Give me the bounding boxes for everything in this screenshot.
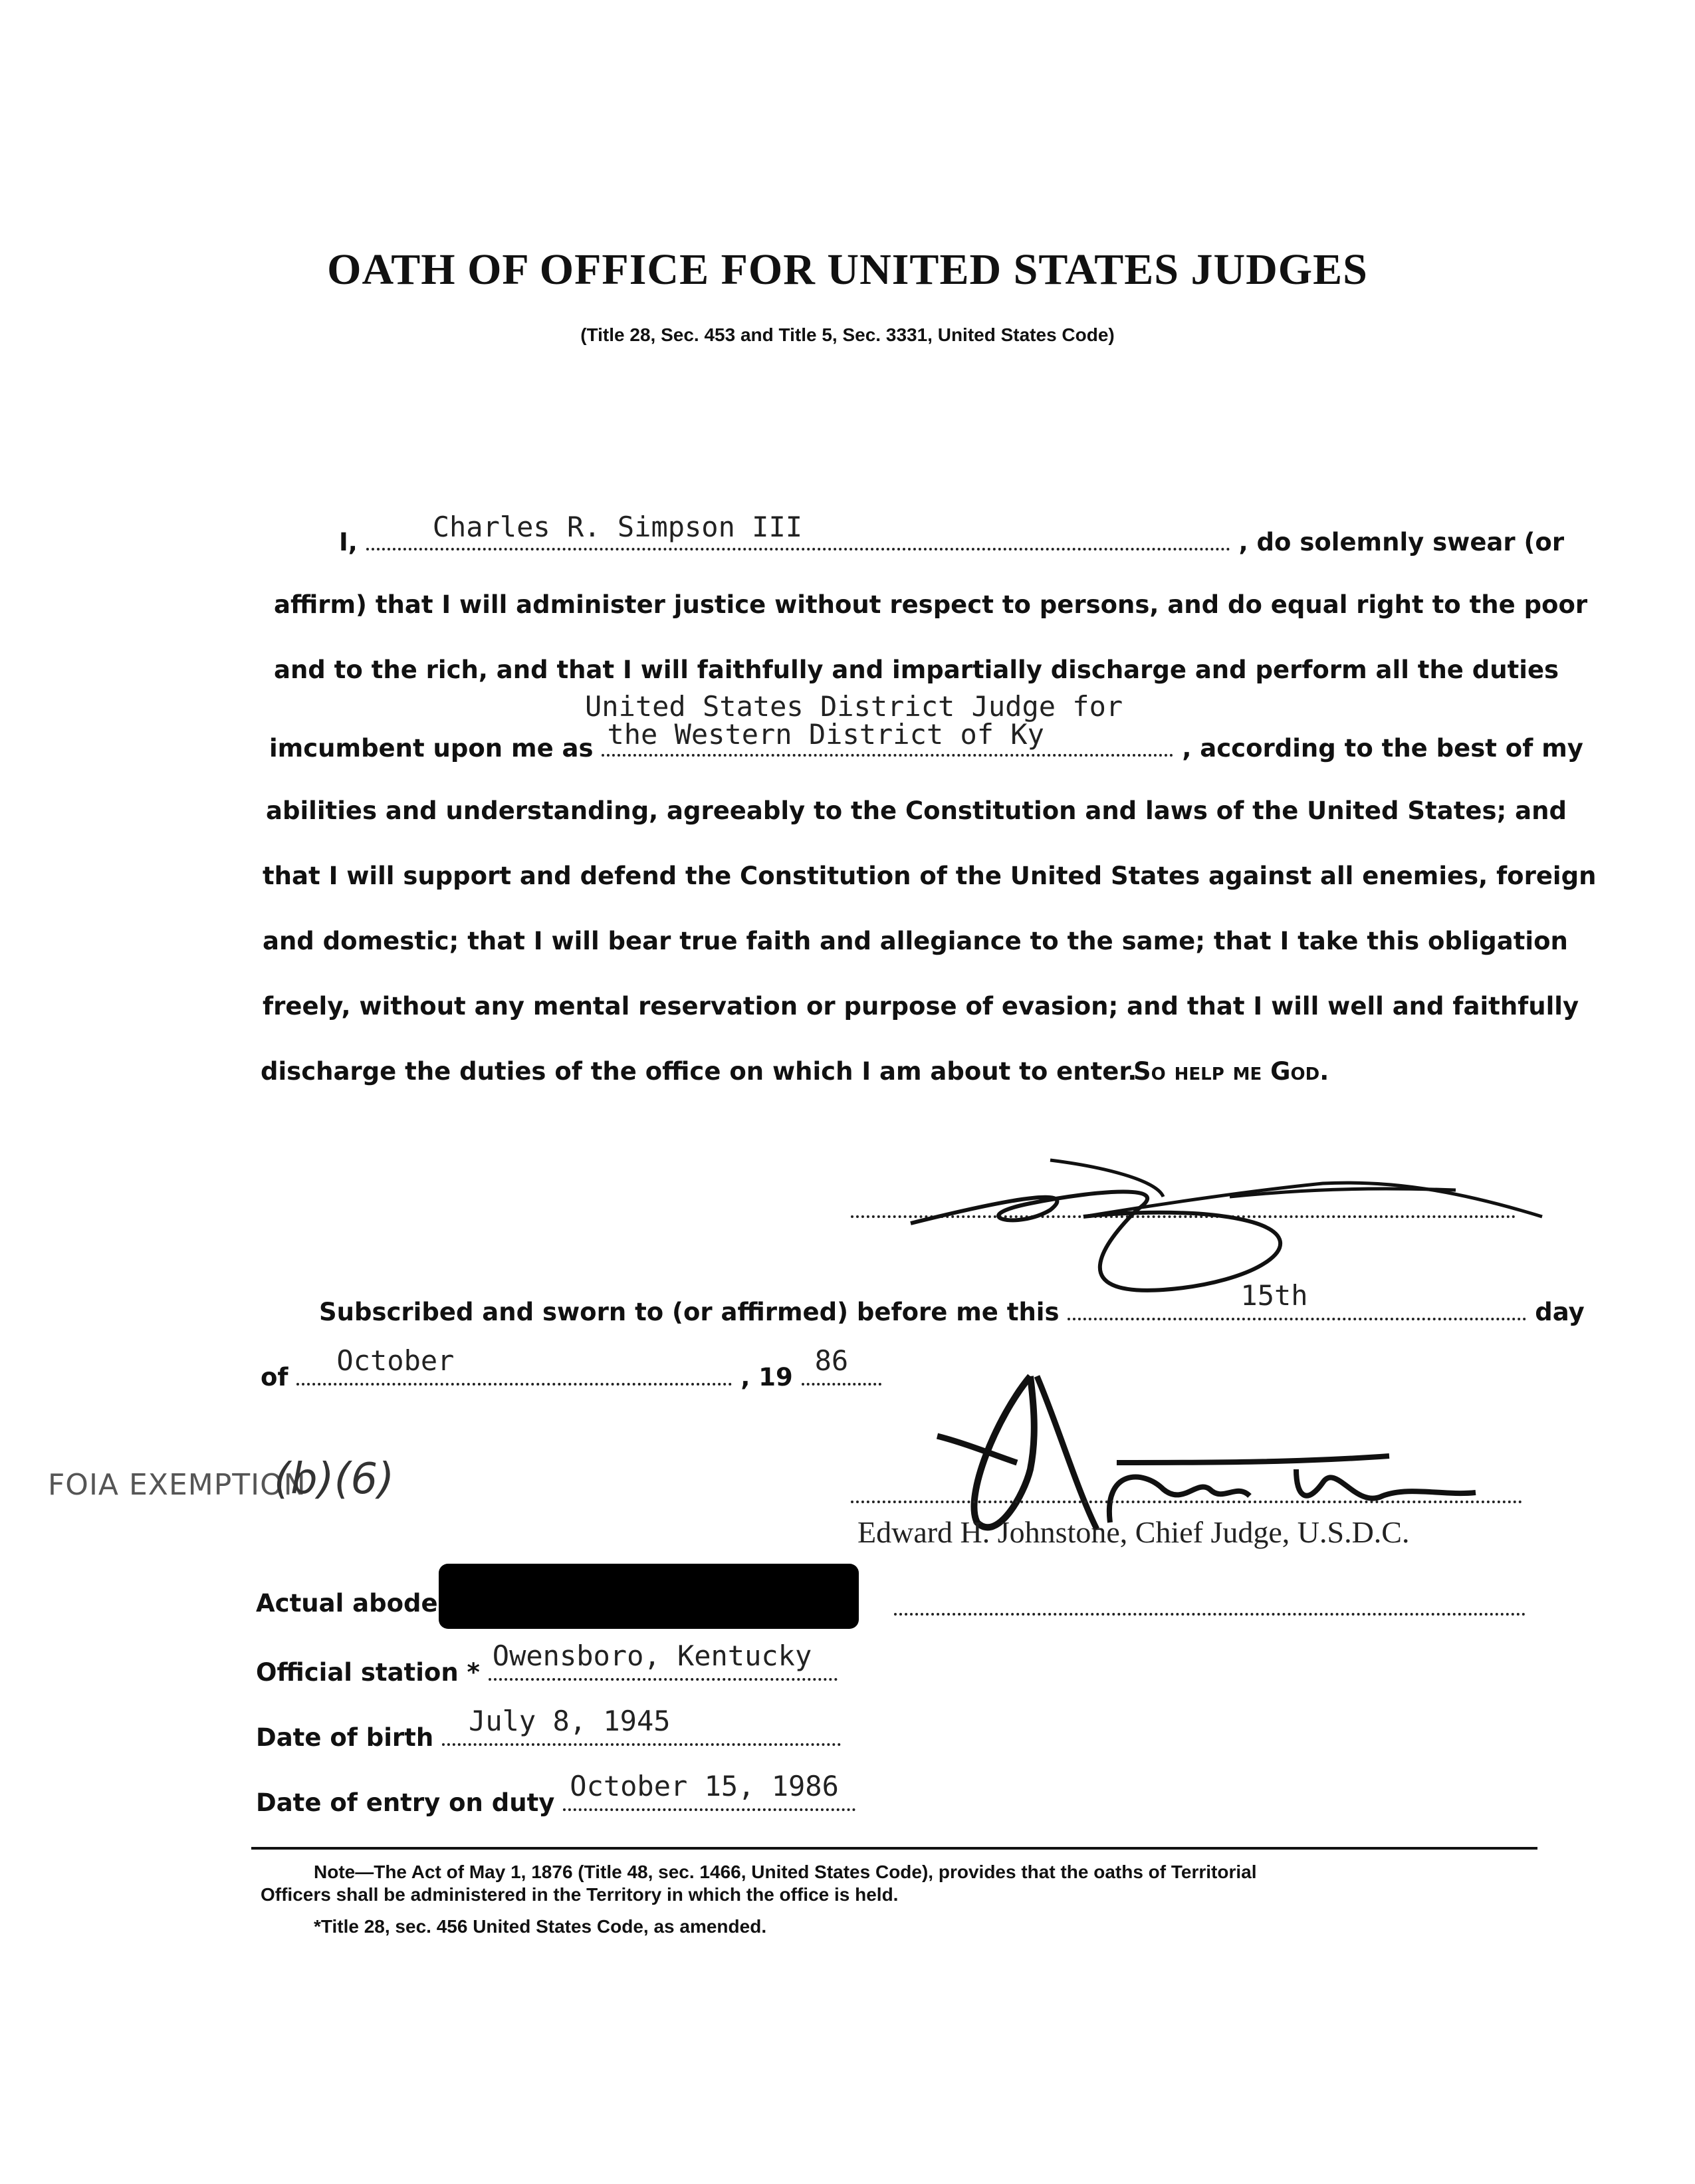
sworn-of-label: of	[261, 1363, 288, 1392]
sworn-year-value: 86	[814, 1344, 849, 1377]
sworn-date-line	[261, 1344, 925, 1392]
oath-line-8: freely, without any mental reservation or purpose of evasion; and that I will well and faithfully	[263, 992, 1579, 1021]
oath-line-1-end: , do solemnly swear (or	[1238, 528, 1565, 556]
station-value: Owensboro, Kentucky	[492, 1639, 812, 1672]
sworn-month-value: October	[336, 1344, 455, 1377]
affiant-signature	[884, 1144, 1562, 1310]
station-label: Official station *	[256, 1658, 480, 1687]
day-field	[1068, 1279, 1526, 1320]
abode-line	[894, 1612, 1526, 1616]
oath-line-1	[339, 511, 1565, 556]
oath-line-4	[269, 718, 1583, 763]
oath-pronoun: I,	[339, 528, 358, 556]
entry-label: Date of entry on duty	[256, 1788, 555, 1817]
oath-name: Charles R. Simpson III	[432, 511, 803, 543]
month-field	[296, 1344, 732, 1386]
oath-line-4-end: , according to the best of my	[1182, 734, 1583, 763]
sworn-day-value: 15th	[1240, 1279, 1308, 1312]
document-subtitle: (Title 28, Sec. 453 and Title 5, Sec. 3331, United States Code)	[580, 324, 1115, 345]
document-title: OATH OF OFFICE FOR UNITED STATES JUDGES	[327, 245, 1368, 294]
oath-office-upper: United States District Judge for	[585, 690, 1123, 723]
entry-value: October 15, 1986	[570, 1770, 839, 1802]
entry-line	[256, 1770, 921, 1817]
note-line-1: Note—The Act of May 1, 1876 (Title 48, sec. 1466, United States Code), provides that the oaths of Territorial	[314, 1862, 1257, 1882]
sworn-year-prefix: , 19	[740, 1363, 793, 1392]
sworn-day-suffix: day	[1535, 1298, 1585, 1326]
officiant-signature-line	[851, 1499, 1522, 1503]
station-line	[256, 1639, 921, 1687]
footnote: *Title 28, sec. 456 United States Code, as amended.	[314, 1916, 767, 1937]
oath-closing: So help me God.	[1133, 1057, 1329, 1086]
entry-field	[563, 1770, 855, 1811]
oath-line-9: discharge the duties of the office on which I am about to enter.	[261, 1057, 1137, 1086]
oath-line-7: and domestic; that I will bear true faith and allegiance to the same; that I take this obligation	[263, 927, 1568, 955]
oath-line-3: and to the rich, and that I will faithfully and impartially discharge and perform all the duties	[274, 656, 1559, 684]
office-field	[602, 718, 1173, 757]
station-field	[489, 1639, 838, 1681]
birth-line	[256, 1705, 921, 1752]
name-field	[366, 511, 1230, 550]
sworn-line	[319, 1279, 1585, 1326]
oath-line-6: that I will support and defend the Constitution of the United States against all enemies, foreign	[263, 862, 1597, 890]
foia-stamp-exemption: (b)(6)	[274, 1455, 395, 1504]
oath-line-5: abilities and understanding, agreeably to the Constitution and laws of the United States; and	[266, 796, 1567, 825]
abode-label: Actual abode	[256, 1589, 438, 1618]
sworn-prefix: Subscribed and sworn to (or affirmed) before me this	[319, 1298, 1060, 1326]
birth-value: July 8, 1945	[469, 1705, 671, 1737]
note-line-2: Officers shall be administered in the Territory in which the office is held.	[261, 1884, 899, 1905]
officiant-name: Edward H. Johnstone, Chief Judge, U.S.D.C.	[857, 1515, 1410, 1549]
footnote-rule	[251, 1847, 1537, 1850]
birth-field	[442, 1705, 841, 1746]
year-field	[802, 1344, 881, 1386]
foia-stamp-text: FOIA EXEMPTION	[48, 1468, 306, 1502]
oath-line-4-start: imcumbent upon me as	[269, 734, 594, 763]
redaction-bar	[439, 1564, 859, 1629]
oath-office-lower: the Western District of Ky	[607, 718, 1044, 751]
oath-line-2: affirm) that I will administer justice without respect to persons, and do equal right to the poor	[274, 590, 1588, 619]
birth-label: Date of birth	[256, 1723, 434, 1752]
